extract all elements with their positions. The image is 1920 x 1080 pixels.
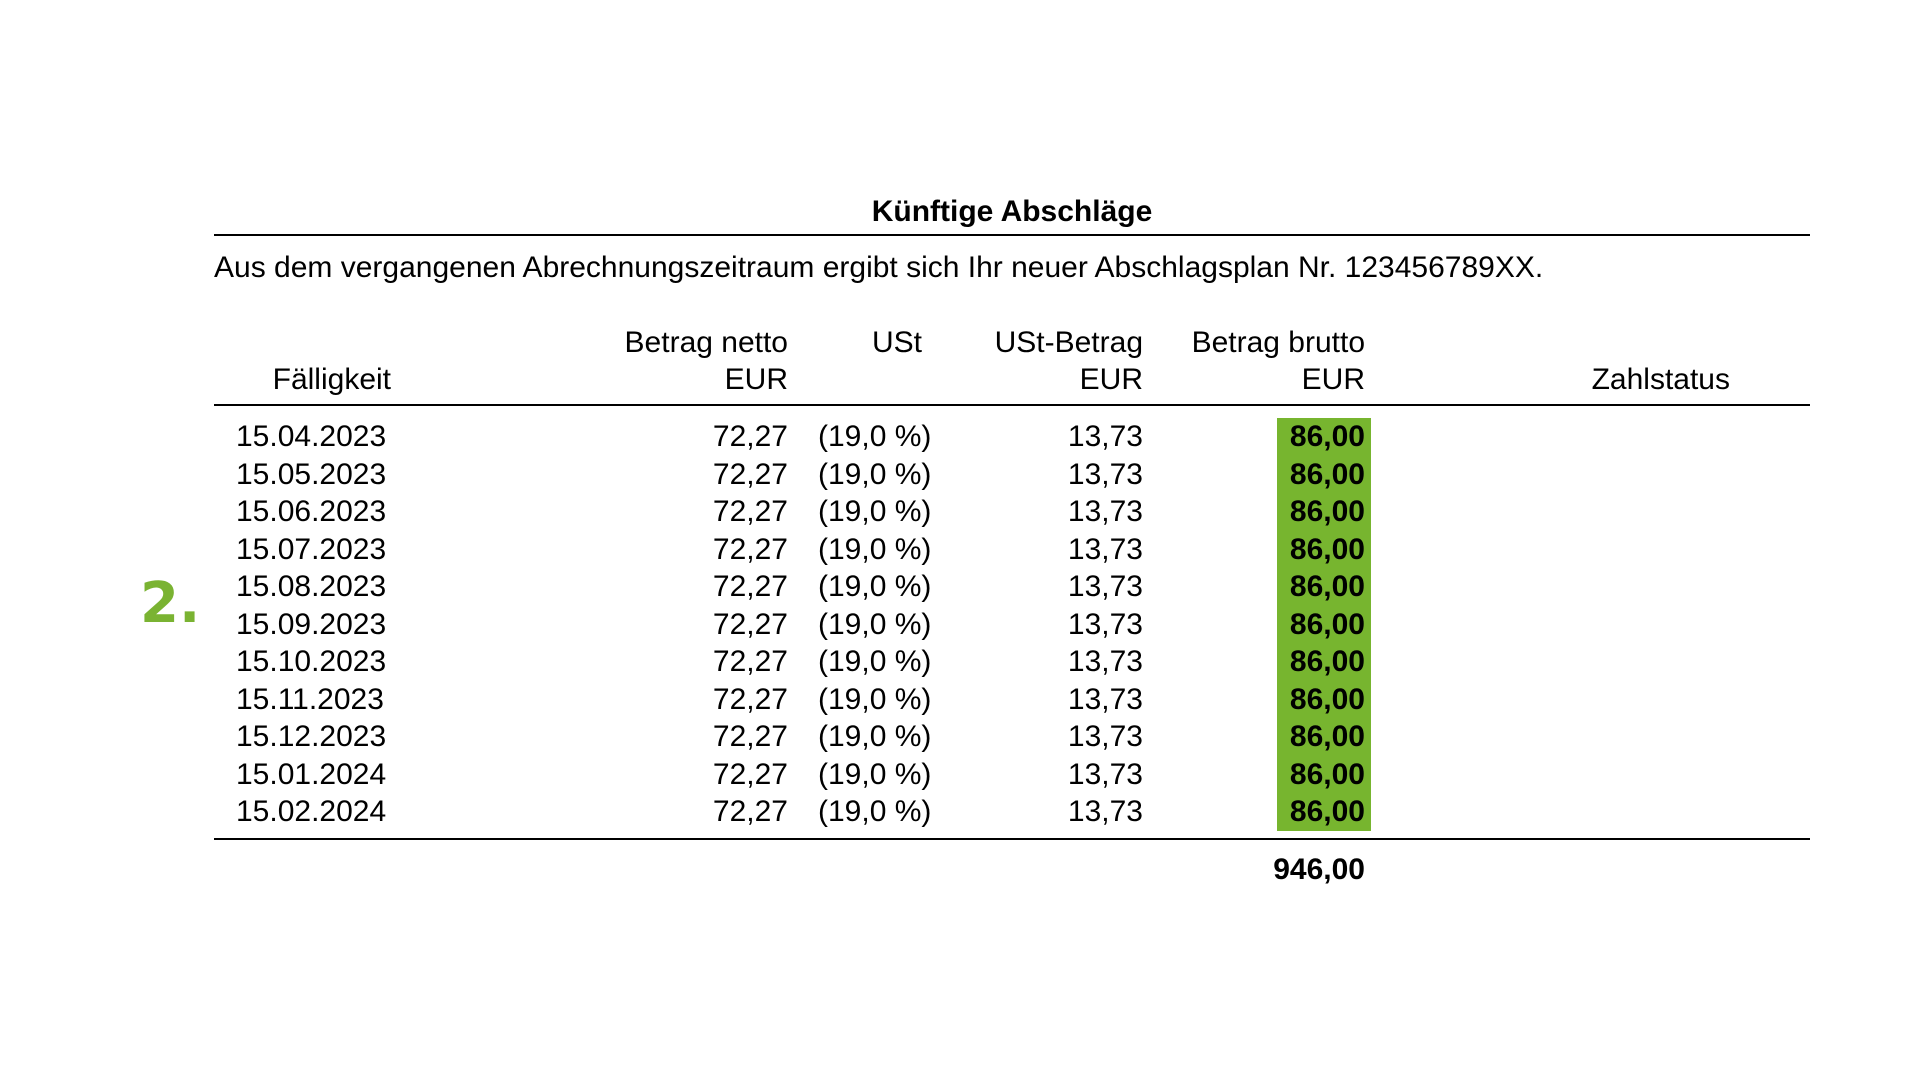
- net-amount-cell: 72,27: [712, 532, 788, 566]
- table-row: [0, 606, 1920, 644]
- due-date-cell: 15.04.2023: [236, 420, 387, 453]
- vat-amount-cell: 13,73: [1067, 645, 1143, 678]
- gross-amount-cell: 86,00: [1277, 756, 1371, 794]
- vat-rate-cell: (19,0 %): [818, 570, 932, 603]
- due-date-cell: 15.01.2024: [236, 757, 387, 791]
- vat-rate-cell: (19,0 %): [818, 757, 932, 791]
- table-row: [0, 793, 1920, 831]
- gross-amount-cell: 86,00: [1277, 493, 1371, 531]
- header-gross-amount: [1192, 324, 1365, 398]
- vat-amount-cell: 13,73: [1067, 420, 1143, 453]
- vat-rate-cell: (19,0 %): [818, 795, 932, 828]
- installment-table-body: [0, 418, 1920, 831]
- vat-rate-cell: (19,0 %): [818, 457, 932, 491]
- header-net-amount: [625, 324, 788, 398]
- net-amount-cell: 72,27: [712, 457, 788, 491]
- net-amount-cell: 72,27: [712, 720, 788, 753]
- header-due-date-label: Fälligkeit: [272, 363, 391, 396]
- table-row: [0, 456, 1920, 494]
- net-amount-cell: 72,27: [712, 607, 788, 641]
- vat-rate-cell: (19,0 %): [818, 645, 932, 678]
- gross-amount-cell: 86,00: [1277, 606, 1371, 644]
- header-net-amount-unit: EUR: [724, 363, 788, 396]
- header-vat-amount: [995, 324, 1143, 398]
- total-divider: [214, 838, 1810, 840]
- net-amount-cell: 72,27: [712, 570, 788, 603]
- table-row: [0, 756, 1920, 794]
- vat-rate-cell: (19,0 %): [818, 420, 932, 453]
- table-row: [0, 568, 1920, 606]
- table-row: [0, 643, 1920, 681]
- header-vat-amount-unit: EUR: [1079, 363, 1143, 396]
- table-row: [0, 493, 1920, 531]
- due-date-cell: 15.08.2023: [236, 570, 387, 603]
- gross-amount-cell: 86,00: [1277, 531, 1371, 569]
- due-date-cell: 15.02.2024: [236, 795, 387, 828]
- step-number-marker: 2.: [140, 571, 201, 636]
- table-row: [0, 531, 1920, 569]
- net-amount-cell: 72,27: [712, 795, 788, 828]
- vat-amount-cell: 13,73: [1067, 532, 1143, 566]
- gross-amount-cell: 86,00: [1277, 418, 1371, 456]
- due-date-cell: 15.06.2023: [236, 495, 387, 528]
- header-payment-status-label: Zahlstatus: [1591, 363, 1730, 396]
- vat-amount-cell: 13,73: [1067, 682, 1143, 716]
- gross-amount-cell: 86,00: [1277, 793, 1371, 831]
- due-date-cell: 15.12.2023: [236, 720, 387, 753]
- gross-amount-cell: 86,00: [1277, 718, 1371, 756]
- vat-rate-cell: (19,0 %): [818, 532, 932, 566]
- header-divider: [214, 404, 1810, 406]
- header-due-date: [273, 361, 391, 398]
- vat-amount-cell: 13,73: [1067, 495, 1143, 528]
- section-title: Künftige Abschläge: [871, 195, 1153, 228]
- vat-rate-cell: (19,0 %): [818, 495, 932, 528]
- vat-amount-cell: 13,73: [1067, 570, 1143, 603]
- header-payment-status: [1592, 361, 1730, 398]
- header-vat-amount-label: USt-Betrag: [994, 326, 1143, 359]
- table-row: [0, 681, 1920, 719]
- table-row: [0, 718, 1920, 756]
- gross-amount-cell: 86,00: [1277, 681, 1371, 719]
- due-date-cell: 15.05.2023: [236, 457, 387, 491]
- vat-rate-cell: (19,0 %): [818, 720, 932, 753]
- vat-amount-cell: 13,73: [1067, 457, 1143, 491]
- vat-amount-cell: 13,73: [1067, 607, 1143, 641]
- due-date-cell: 15.09.2023: [236, 607, 387, 641]
- vat-rate-cell: (19,0 %): [818, 607, 932, 641]
- header-vat-label: USt: [871, 326, 922, 359]
- vat-rate-cell: (19,0 %): [818, 682, 932, 716]
- header-vat: [872, 324, 922, 361]
- due-date-cell: 15.11.2023: [236, 682, 384, 716]
- net-amount-cell: 72,27: [712, 757, 788, 791]
- gross-amount-cell: 86,00: [1277, 456, 1371, 494]
- vat-amount-cell: 13,73: [1067, 720, 1143, 753]
- vat-amount-cell: 13,73: [1067, 757, 1143, 791]
- table-row: [0, 418, 1920, 456]
- vat-amount-cell: 13,73: [1067, 795, 1143, 828]
- gross-amount-cell: 86,00: [1277, 643, 1371, 681]
- title-divider: [214, 234, 1810, 236]
- header-net-amount-label: Betrag netto: [624, 326, 788, 359]
- net-amount-cell: 72,27: [712, 495, 788, 528]
- due-date-cell: 15.10.2023: [236, 645, 387, 678]
- gross-amount-cell: 86,00: [1277, 568, 1371, 606]
- due-date-cell: 15.07.2023: [236, 532, 387, 566]
- net-amount-cell: 72,27: [712, 645, 788, 678]
- intro-text: Aus dem vergangenen Abrechnungszeitraum ergibt sich Ihr neuer Abschlagsplan Nr. 123456789XX.: [214, 251, 1544, 284]
- gross-total: 946,00: [1273, 853, 1365, 886]
- net-amount-cell: 72,27: [712, 420, 788, 453]
- net-amount-cell: 72,27: [712, 682, 788, 716]
- header-gross-amount-label: Betrag brutto: [1191, 326, 1365, 359]
- header-gross-amount-unit: EUR: [1301, 363, 1365, 396]
